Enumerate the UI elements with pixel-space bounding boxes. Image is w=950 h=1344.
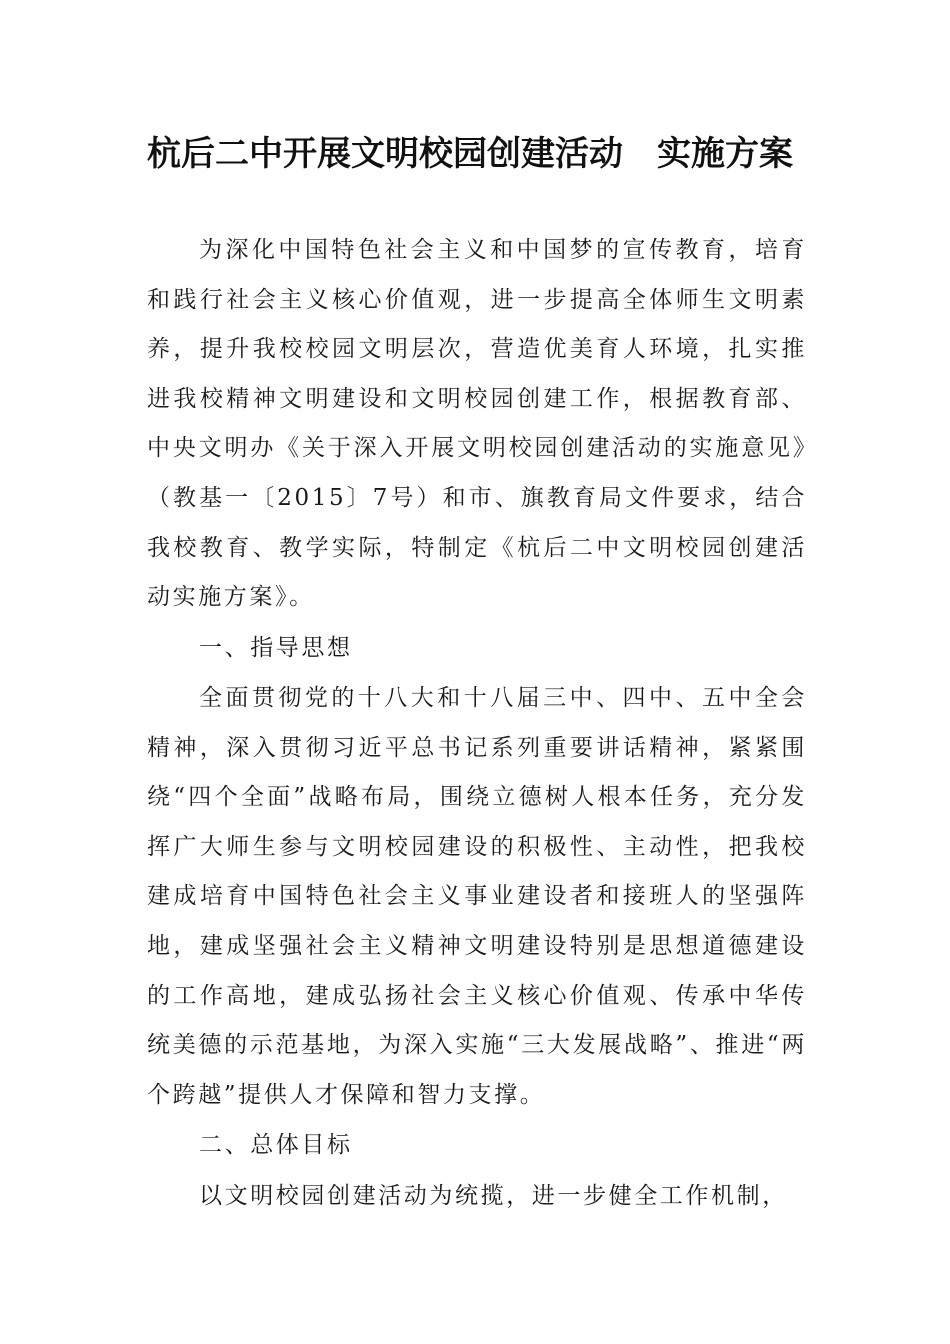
section-heading-guiding-ideology: 一、指导思想 — [199, 635, 353, 661]
overall-goal-paragraph: 以文明校园创建活动为统揽，进一步健全工作机制， — [199, 1183, 788, 1209]
section-heading-overall-goal: 二、总体目标 — [199, 1132, 353, 1158]
intro-paragraph: 为深化中国特色社会主义和中国梦的宣传教育，培育和践行社会主义核心价值观，进一步提高全体师生文明素养，提升我校校园文明层次，营造优美育人环境，扎实推进我校精神文明建设和文明校园创建工作，根据教育部、中央文明办《关于深入开展文明校园创建活动的实施意见》（教基一〔2015〕7号）和市、旗教育局文件要求，结合我校教育、教学实际，特制定《杭后二中文明校园创建活动实施方案》。 — [147, 237, 807, 611]
document-title: 杭后二中开展文明校园创建活动 实施方案 — [147, 134, 793, 174]
guiding-ideology-paragraph: 全面贯彻党的十八大和十八届三中、四中、五中全会精神，深入贯彻习近平总书记系列重要讲话精神，紧紧围绕“四个全面”战略布局，围绕立德树人根本任务，充分发挥广大师生参与文明校园建设的积极性、主动性，把我校建成培育中国特色社会主义事业建设者和接班人的坚强阵地，建成坚强社会主义精神文明建设特别是思想道德建设的工作高地，建成弘扬社会主义核心价值观、传承中华传统美德的示范基地，为深入实施“三大发展战略”、推进“两个跨越”提供人才保障和智力支撑。 — [147, 685, 807, 1108]
